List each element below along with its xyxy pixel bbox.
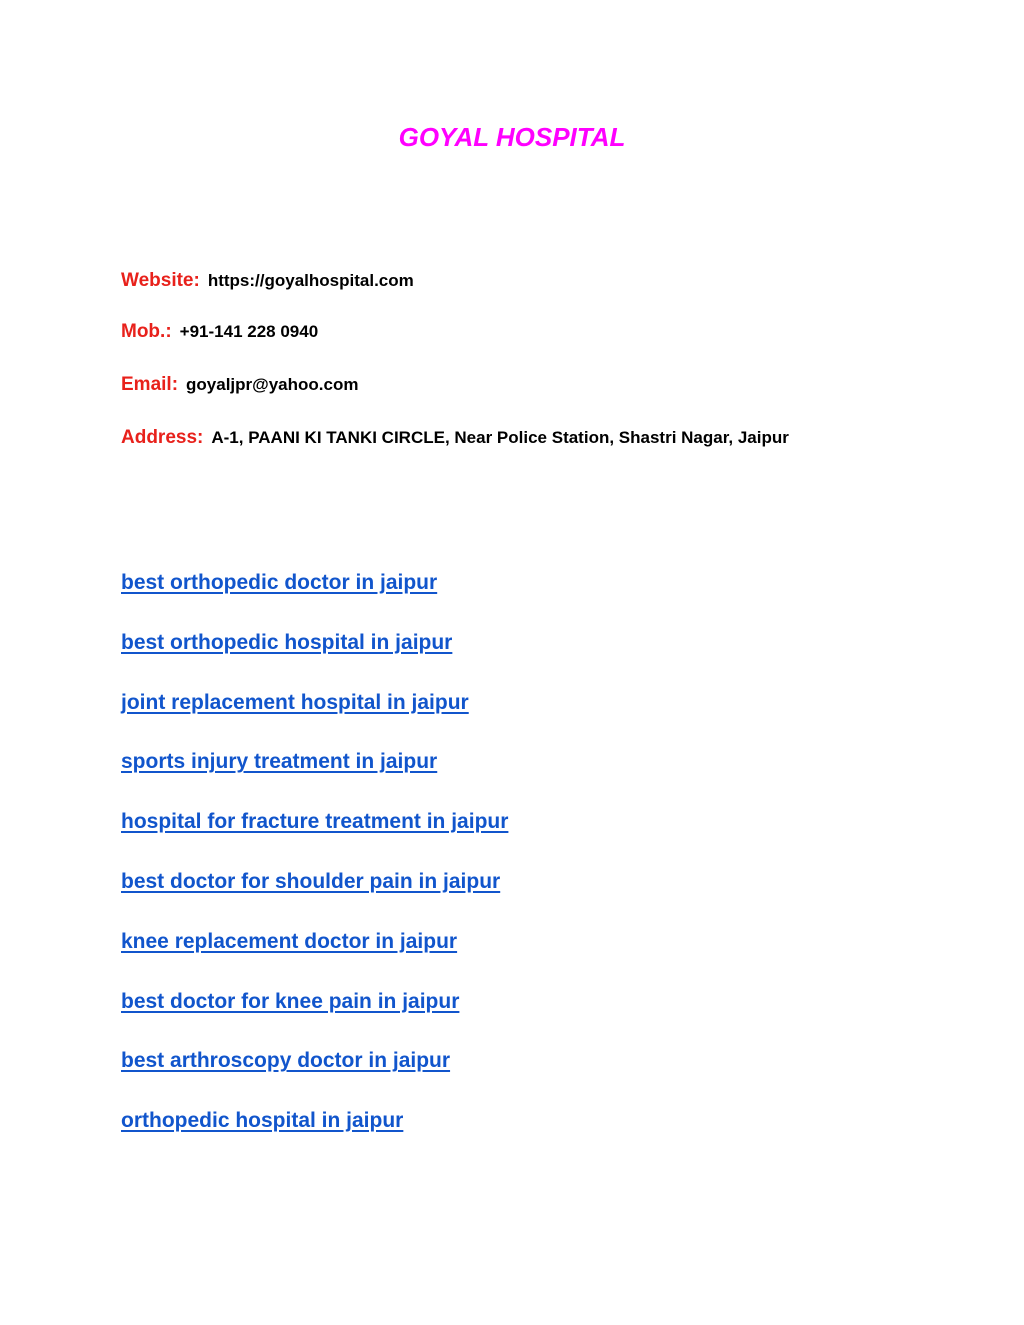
link-knee-pain-doctor[interactable]: best doctor for knee pain in jaipur	[121, 989, 460, 1013]
list-item	[121, 569, 508, 629]
list-item	[121, 1107, 508, 1167]
address-value: A-1, PAANI KI TANKI CIRCLE, Near Police Station, Shastri Nagar, Jaipur	[211, 428, 789, 447]
link-list	[121, 569, 508, 1167]
email-value: goyaljpr@yahoo.com	[186, 375, 359, 394]
link-arthroscopy-doctor[interactable]: best arthroscopy doctor in jaipur	[121, 1049, 451, 1073]
website-row	[121, 269, 414, 294]
link-knee-replacement-doctor[interactable]: knee replacement doctor in jaipur	[121, 929, 458, 953]
list-item	[121, 629, 508, 689]
address-row	[121, 426, 789, 451]
link-shoulder-pain-doctor[interactable]: best doctor for shoulder pain in jaipur	[121, 869, 501, 893]
website-label: Website:	[121, 270, 200, 291]
link-best-orthopedic-doctor[interactable]: best orthopedic doctor in jaipur	[121, 571, 438, 594]
list-item	[121, 689, 508, 749]
list-item	[121, 748, 508, 808]
link-fracture-treatment-hospital[interactable]: hospital for fracture treatment in jaipur	[121, 810, 509, 834]
link-orthopedic-hospital[interactable]: orthopedic hospital in jaipur	[121, 1109, 404, 1133]
list-item	[121, 988, 508, 1048]
email-row	[121, 373, 358, 398]
list-item	[121, 1047, 508, 1107]
email-label: Email:	[121, 374, 179, 395]
link-joint-replacement-hospital[interactable]: joint replacement hospital in jaipur	[121, 690, 469, 714]
page-title: GOYAL HOSPITAL	[398, 122, 626, 152]
website-value: https://goyalhospital.com	[207, 271, 414, 290]
list-item	[121, 808, 508, 868]
list-item	[121, 928, 508, 988]
mobile-row	[121, 320, 318, 345]
address-label: Address:	[121, 427, 204, 448]
list-item	[121, 868, 508, 928]
mobile-label: Mob.:	[121, 321, 172, 342]
mobile-value: +91-141 228 0940	[179, 322, 319, 341]
link-best-orthopedic-hospital[interactable]: best orthopedic hospital in jaipur	[121, 630, 453, 654]
link-sports-injury-treatment[interactable]: sports injury treatment in jaipur	[121, 750, 438, 774]
